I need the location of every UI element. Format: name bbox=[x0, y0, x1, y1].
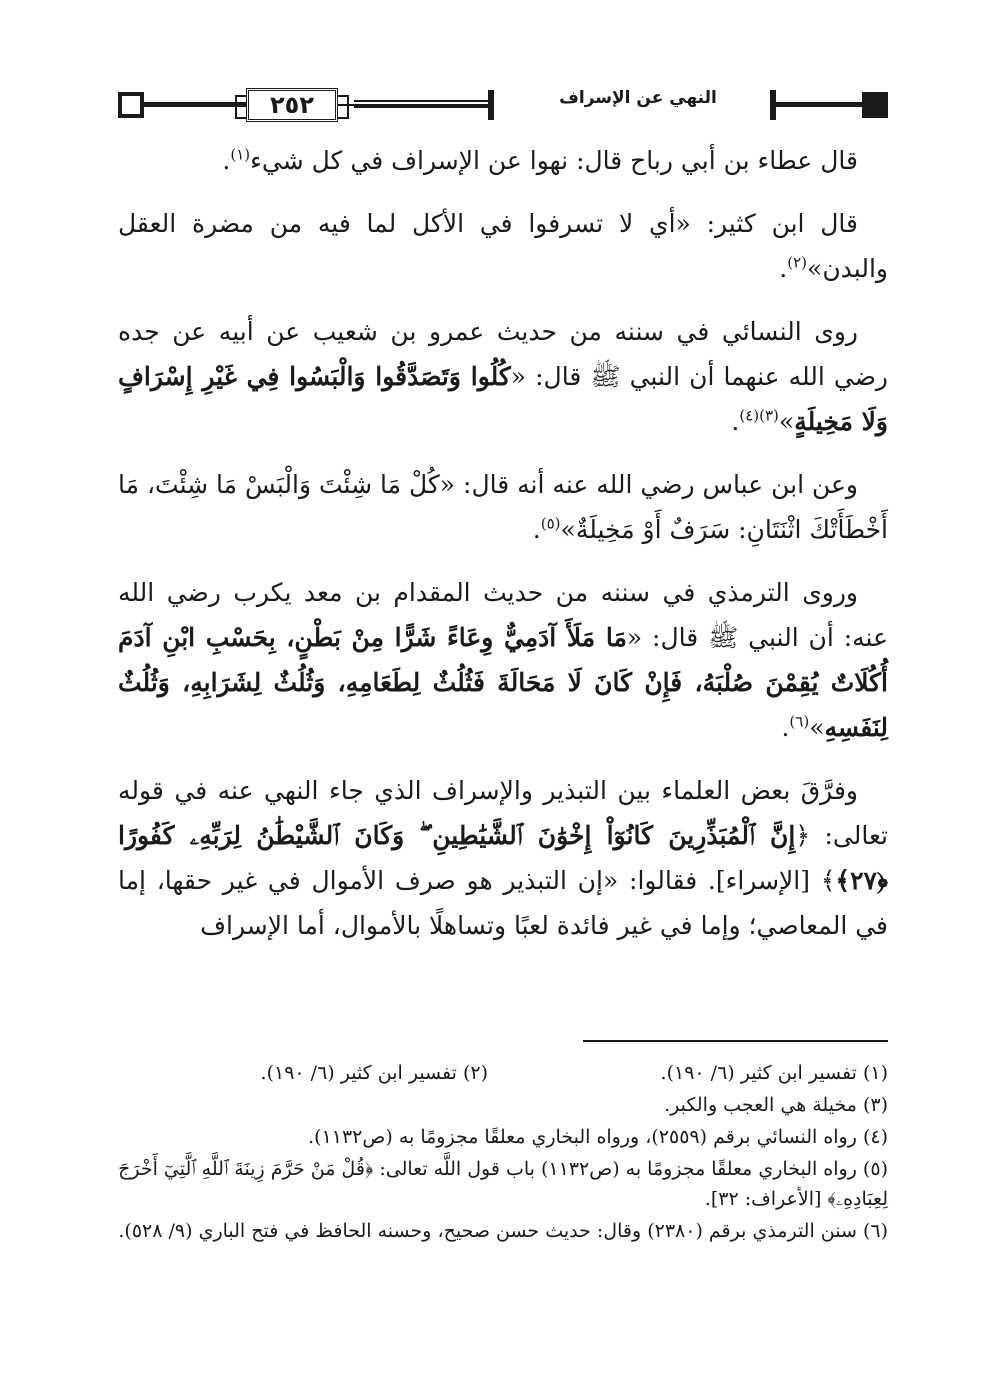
paragraph-text: ﴾ [الإسراء]. فقالوا: «إن التبذير هو صرف الأموال في غير حقها، إما في المعاصي؛ وإما في غير فائدة لعبًا وتساهلًا بالأموال، أما الإسراف bbox=[118, 866, 888, 940]
paragraph-end: . bbox=[532, 515, 541, 544]
footnote-1: (١) تفسير ابن كثير (٦/ ١٩٠). bbox=[660, 1062, 888, 1084]
paragraph-text: وروى الترمذي في سننه من حديث المقدام بن معد يكرب رضي الله عنه: أن النبي ﷺ قال: « bbox=[118, 578, 889, 652]
header-bar bbox=[488, 90, 494, 120]
footnote-row bbox=[118, 1058, 888, 1090]
paragraph bbox=[118, 201, 888, 291]
footnote-6: (٦) سنن الترمذي برقم (٢٣٨٠) وقال: حديث حسن صحيح، وحسنه الحافظ في فتح الباري (٩/ ٥٢٨). bbox=[118, 1220, 888, 1242]
footnote-divider bbox=[583, 1040, 888, 1042]
header-filled-square bbox=[862, 92, 888, 118]
page-number: ٢٥٢ bbox=[246, 88, 338, 122]
paragraph-text: قال عطاء بن أبي رباح قال: نهوا عن الإسراف في كل شيء bbox=[250, 146, 858, 175]
paragraph-text: روى النسائي في سننه من حديث عمرو بن شعيب عن أبيه عن جده رضي الله عنهما أن النبي ﷺ قال: « bbox=[118, 317, 888, 391]
paragraph-text: قال ابن كثير: «أي لا تسرفوا في الأكل لما فيه من مضرة العقل والبدن» bbox=[118, 209, 888, 283]
header-double-rule bbox=[354, 100, 488, 108]
chapter-title: النهي عن الإسراف bbox=[538, 88, 738, 108]
main-text bbox=[118, 138, 888, 966]
paragraph-end: . bbox=[779, 254, 788, 283]
paragraph-text: » bbox=[809, 713, 825, 742]
quran-verse: إِنَّ ٱلْمُبَذِّرِينَ كَانُوٓاْ إِخْوَٰنَ ٱلشَّيَٰطِينِ ۖ وَكَانَ ٱلشَّيْطَٰنُ لِرَبِّهِۦ كَفُورًا ﴿٢٧﴾ bbox=[118, 821, 888, 895]
paragraph-end: . bbox=[731, 407, 740, 436]
footnote-ref[interactable]: (٥) bbox=[540, 514, 561, 533]
footnote-ref[interactable]: (٣)(٤) bbox=[739, 406, 779, 425]
running-header bbox=[118, 86, 888, 124]
paragraph bbox=[118, 138, 888, 183]
athar-text: كُلْ مَا شِئْتَ وَالْبَسْ مَا شِئْتَ، مَا أَخْطَأَتْكَ اثْنَتَانِ: سَرَفٌ أَوْ مَخِيلَةٌ bbox=[118, 470, 888, 544]
paragraph-text: » bbox=[560, 515, 576, 544]
footnote-4: (٤) رواه النسائي برقم (٢٥٥٩)، ورواه البخاري معلقًا مجزومًا به (ص١١٣٢). bbox=[308, 1126, 888, 1148]
page bbox=[118, 0, 888, 1400]
footnote-2: (٢) تفسير ابن كثير (٦/ ١٩٠). bbox=[260, 1062, 488, 1084]
footnote-3: (٣) مخيلة هي العجب والكبر. bbox=[664, 1094, 888, 1116]
header-rule-left bbox=[144, 102, 246, 107]
paragraph bbox=[118, 462, 888, 552]
paragraph bbox=[118, 309, 888, 444]
paragraph-end: . bbox=[222, 146, 231, 175]
hadith-text: مَا مَلَأَ آدَمِيٌّ وِعَاءً شَرًّا مِنْ بَطْنٍ، بِحَسْبِ ابْنِ آدَمَ أُكُلَاتٌ يُقِمْنَ صُلْبَهُ، فَإِنْ كَانَ لَا مَحَالَةَ فَثُلُثٌ لِطَعَامِهِ، وَثُلُثٌ لِشَرَابِهِ، وَثُلُثٌ لِنَفَسِهِ bbox=[118, 623, 888, 742]
footnote-5: (٥) رواه البخاري معلقًا مجزومًا به (ص١١٣٢) باب قول اللَّه تعالى: ﴿قُلْ مَنْ حَرَّمَ زِينَةَ ٱللَّهِ ٱلَّتِيٓ أَخْرَجَ لِعِبَادِهِۦ﴾ [الأعراف: ٣٢]. bbox=[118, 1158, 888, 1210]
paragraph-text: وفرَّقَ بعض العلماء بين التبذير والإسراف الذي جاء النهي عنه في قوله تعالى: ﴿ bbox=[118, 776, 888, 850]
header-square-ornament bbox=[118, 92, 144, 118]
paragraph-text: وعن ابن عباس رضي الله عنه أنه قال: « bbox=[439, 470, 858, 499]
footnotes bbox=[118, 1058, 888, 1248]
header-rule-right bbox=[776, 102, 866, 107]
footnote-ref[interactable]: (٦) bbox=[789, 712, 810, 731]
paragraph bbox=[118, 768, 888, 948]
paragraph-end: . bbox=[781, 713, 790, 742]
footnote-ref[interactable]: (١) bbox=[230, 145, 251, 164]
paragraph-text: » bbox=[778, 407, 795, 436]
footnote-ref[interactable]: (٢) bbox=[787, 253, 808, 272]
paragraph bbox=[118, 570, 888, 750]
hadith-text: كُلُوا وَتَصَدَّقُوا وَالْبَسُوا فِي غَيْرِ إِسْرَافٍ وَلَا مَخِيلَةٍ bbox=[118, 362, 888, 436]
